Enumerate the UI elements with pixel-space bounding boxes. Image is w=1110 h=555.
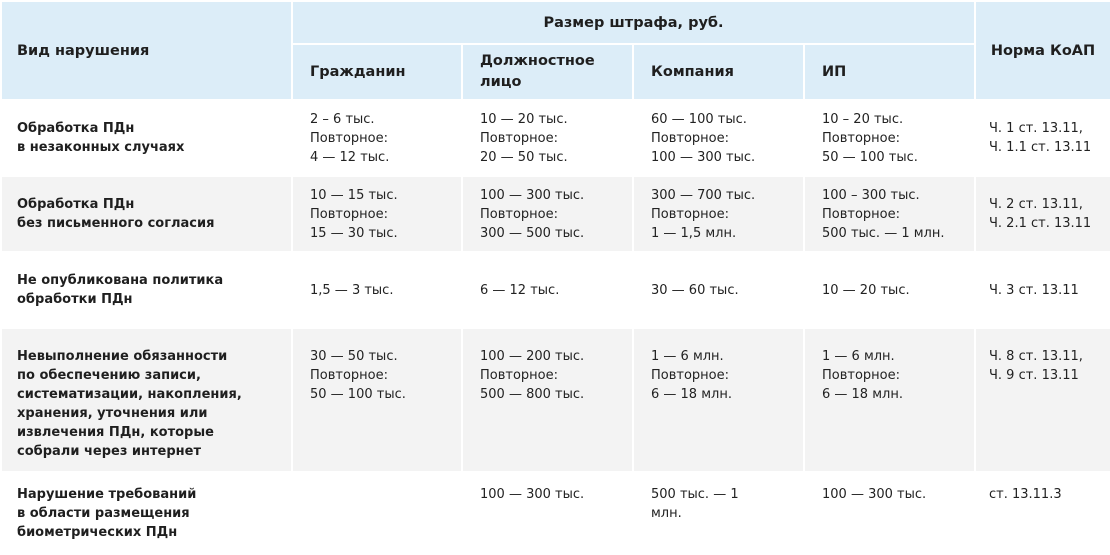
violation-cell: Не опубликована политика обработки ПДн [1,252,292,328]
official-fine-cell: 6 — 12 тыс. [462,252,633,328]
header-citizen: Гражданин [292,44,462,100]
ip-fine-cell: 10 — 20 тыс. [804,252,975,328]
company-fine-cell: 30 — 60 тыс. [633,252,804,328]
ip-fine-cell: 10 – 20 тыс. Повторное: 50 — 100 тыс. [804,100,975,176]
header-company: Компания [633,44,804,100]
citizen-fine-cell: 1,5 — 3 тыс. [292,252,462,328]
company-fine-cell: 1 — 6 млн. Повторное: 6 — 18 млн. [633,328,804,472]
official-fine-cell: 10 — 20 тыс. Повторное: 20 — 50 тыс. [462,100,633,176]
violation-cell: Нарушение требований в области размещения биометрических ПДн [1,472,292,552]
official-fine-cell: 100 — 300 тыс. Повторное: 300 — 500 тыс. [462,176,633,252]
company-fine-cell: 500 тыс. — 1 млн. [633,472,804,552]
citizen-fine-cell: 30 — 50 тыс. Повторное: 50 — 100 тыс. [292,328,462,472]
table-row [1,252,1110,328]
table-row [1,176,1110,252]
violation-cell: Невыполнение обязанности по обеспечению записи, систематизации, накопления, хранения, уточнения или извлечения ПДн, которые собрали через интернет [1,328,292,472]
header-row-top [1,1,1110,44]
citizen-fine-cell [292,472,462,552]
ip-fine-cell: 100 — 300 тыс. [804,472,975,552]
table-row [1,328,1110,472]
header-law-norm: Норма КоАП [975,1,1110,100]
header-official: Должностное лицо [462,44,633,100]
violation-cell: Обработка ПДн в незаконных случаях [1,100,292,176]
official-fine-cell: 100 — 200 тыс. Повторное: 500 — 800 тыс. [462,328,633,472]
official-fine-cell: 100 — 300 тыс. [462,472,633,552]
law-cell: Ч. 3 ст. 13.11 [975,252,1110,328]
violation-cell: Обработка ПДн без письменного согласия [1,176,292,252]
ip-fine-cell: 100 – 300 тыс. Повторное: 500 тыс. — 1 млн. [804,176,975,252]
header-violation-type: Вид нарушения [1,1,292,100]
law-cell: Ч. 1 ст. 13.11, Ч. 1.1 ст. 13.11 [975,100,1110,176]
citizen-fine-cell: 10 — 15 тыс. Повторное: 15 — 30 тыс. [292,176,462,252]
table-row [1,100,1110,176]
law-cell: Ч. 8 ст. 13.11, Ч. 9 ст. 13.11 [975,328,1110,472]
company-fine-cell: 60 — 100 тыс. Повторное: 100 — 300 тыс. [633,100,804,176]
header-fine-size: Размер штрафа, руб. [292,1,975,44]
header-ip: ИП [804,44,975,100]
citizen-fine-cell: 2 – 6 тыс. Повторное: 4 — 12 тыс. [292,100,462,176]
table-row [1,472,1110,552]
law-cell: Ч. 2 ст. 13.11, Ч. 2.1 ст. 13.11 [975,176,1110,252]
law-cell: ст. 13.11.3 [975,472,1110,552]
ip-fine-cell: 1 — 6 млн. Повторное: 6 — 18 млн. [804,328,975,472]
company-fine-cell: 300 — 700 тыс. Повторное: 1 — 1,5 млн. [633,176,804,252]
